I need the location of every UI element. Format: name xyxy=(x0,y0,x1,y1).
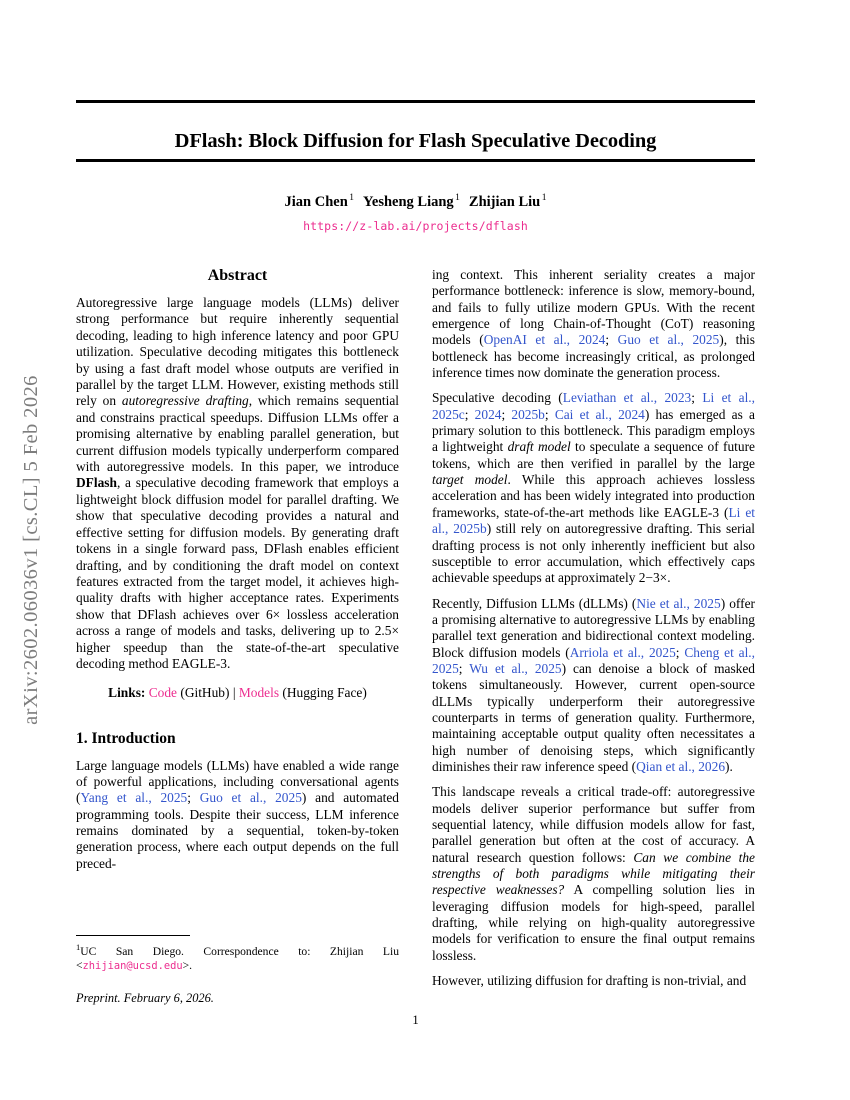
page-title: DFlash: Block Diffusion for Flash Speculative Decoding xyxy=(174,129,657,152)
right-paragraph-5: However, utilizing diffusion for drafting is non-trivial, and xyxy=(432,973,747,989)
citation-separator: ; xyxy=(691,390,703,406)
right-text-8: Recently, Diffusion LLMs (dLLMs) ( xyxy=(432,595,637,611)
left-column xyxy=(76,267,399,881)
right-text-10: ) can denoise a block of masked tokens simultaneously. However, current open-source dLLMs typically underperform their autoregressive counterparts in terms of generation quality. Furthermore, maintaining acceptable output quality often necessitates a high number of denoising steps, which significantly diminishes their raw inference speed ( xyxy=(432,660,755,774)
author-entry xyxy=(363,194,460,210)
project-url-link-container xyxy=(76,219,755,233)
right-text-9: ) offer a promising alternative to autoregressive LLMs by enabling parallel text generation and bidirectional context modeling. Block diffusion models ( xyxy=(432,595,755,660)
citation-separator: ; xyxy=(501,406,512,422)
right-column xyxy=(432,267,755,989)
right-text-6: . While this approach achieves lossless acceleration and has been widely integrated into production frameworks, state-of-the-art methods like EAGLE-3 ( xyxy=(432,472,755,520)
title-rule-top xyxy=(76,100,755,103)
intro-text-1: Large language models (LLMs) have enabled a wide range of powerful applications, including conversational agents ( xyxy=(76,757,399,806)
author-affiliation-mark: 1 xyxy=(349,193,355,203)
abstract-text-2: , which remains sequential and constrains practical speedups. Diffusion LLMs offer a promising alternative by enabling parallel generation, but current diffusion models typically underperform compared with autoregressive models. In this paper, we introduce xyxy=(76,393,399,475)
right-paragraph-4 xyxy=(432,784,755,964)
models-link-suffix: (Hugging Face) xyxy=(282,685,367,701)
right-text-1: ing context. This inherent seriality creates a major performance bottleneck: inference is slow, memory-bound, and fails to fully utilize modern GPUs. With the recent emergence of long Chain-of-Thought (CoT) reasoning models ( xyxy=(432,267,755,348)
citation-link[interactable]: Wu et al., 2025 xyxy=(469,660,562,676)
citation-separator: ; xyxy=(187,790,200,806)
citation-link[interactable]: Yang et al., 2025 xyxy=(80,790,188,806)
footnote-block xyxy=(76,935,399,1006)
links-label: Links: xyxy=(108,685,146,701)
citation-link[interactable]: Li et al., 2025c xyxy=(432,390,755,422)
citation-link[interactable]: Arriola et al., 2025 xyxy=(569,644,676,660)
links-divider: | xyxy=(232,685,236,701)
abstract-heading: Abstract xyxy=(207,267,268,284)
citation-link[interactable]: 2024 xyxy=(474,406,502,422)
title-rule-bottom xyxy=(76,159,755,162)
two-column-body xyxy=(76,267,756,989)
code-link-suffix: (GitHub) xyxy=(180,685,230,701)
right-text-5: to speculate a sequence of future tokens, which are then verified in parallel by the large xyxy=(432,439,755,471)
citation-link[interactable]: Cheng et al., 2025 xyxy=(432,644,755,676)
right-text-13: A compelling solution lies in leveraging diffusion models for high-speed, parallel drafting, while relying on high-quality autoregressive models for verification to ensure the final output remains lossless. xyxy=(432,882,755,963)
author-entry xyxy=(285,194,355,210)
citation-link[interactable]: Guo et al., 2025 xyxy=(617,332,720,348)
right-text-4: ) has emerged as a primary solution to this bottleneck. This paradigm employs a lightweight xyxy=(432,406,755,455)
right-paragraph-1 xyxy=(432,267,755,381)
citation-link[interactable]: Nie et al., 2025 xyxy=(636,595,721,611)
abstract-paragraph xyxy=(76,295,399,672)
footnote-text xyxy=(76,940,399,974)
right-text-12: This landscape reveals a critical trade-off: autoregressive models deliver superior performance but suffer from sequential latency, while diffusion models allow for fast, parallel generation but often at the cost of accuracy. A natural research question follows: xyxy=(432,784,755,865)
author-name: Jian Chen xyxy=(284,193,348,210)
page-number: 1 xyxy=(412,1013,419,1027)
code-link[interactable]: Code xyxy=(148,685,177,701)
citation-separator: ; xyxy=(675,644,685,660)
author-list xyxy=(76,193,755,211)
intro-paragraph-1 xyxy=(76,758,399,872)
footnote-affiliation-text: UC San Diego. Correspondence to: Zhijian Liu < xyxy=(76,945,399,973)
right-italic-research-question: Can we combine the strengths of both paradigms while mitigating their respective weaknesses? xyxy=(432,849,756,898)
author-name: Zhijian Liu xyxy=(468,193,541,210)
abstract-text-3: , a speculative decoding framework that employs a lightweight block diffusion model for parallel drafting. We show that speculative decoding provides a natural and effective setting for diffusion models. By generating draft tokens in a single forward pass, DFlash enables efficient drafting, and by conditioning the draft model on context features extracted from the target model, it achieves high-quality drafts with higher acceptance rates. Experiments show that DFlash achieves over 6× lossless acceleration across a range of models and tasks, delivering up to 2.5× higher speedup than the state-of-the-art speculative decoding method EAGLE-3. xyxy=(76,475,399,671)
citation-link[interactable]: OpenAI et al., 2024 xyxy=(483,332,606,348)
footnote-separator-rule xyxy=(76,935,190,936)
citation-link[interactable]: Qian et al., 2026 xyxy=(636,758,726,774)
right-paragraph-2 xyxy=(432,390,755,586)
correspondence-email-link[interactable]: zhijian@ucsd.edu xyxy=(82,960,183,973)
arxiv-identifier-text: arXiv:2602.06036v1 [cs.CL] 5 Feb 2026 xyxy=(19,375,42,725)
right-paragraph-3 xyxy=(432,596,755,776)
citation-separator: ; xyxy=(605,332,618,348)
abstract-text-1: Autoregressive large language models (LLMs) deliver strong performance but require inherently sequential decoding, leading to high inference latency and poor GPU utilization. Speculative decoding mitigates this bottleneck by using a fast draft model whose outputs are verified in parallel by the target LLM. However, existing methods still rely on xyxy=(76,295,399,409)
abstract-italic-autoregressive-drafting: autoregressive drafting xyxy=(121,393,249,409)
models-link[interactable]: Models xyxy=(238,685,280,701)
links-line xyxy=(76,685,399,701)
paper-page xyxy=(76,0,755,1100)
abstract-bold-dflash: DFlash xyxy=(76,475,117,491)
citation-link[interactable]: Guo et al., 2025 xyxy=(199,790,302,806)
citation-link[interactable]: Cai et al., 2024 xyxy=(554,406,645,422)
author-name: Yesheng Liang xyxy=(363,193,454,210)
citation-separator: ; xyxy=(458,660,470,676)
author-affiliation-mark: 1 xyxy=(541,193,547,203)
right-text-11: ). xyxy=(725,758,733,774)
citation-separator: ; xyxy=(464,406,475,422)
right-text-2: ), this bottleneck has become increasingly critical, as prolonged inference times now dominate the generation process. xyxy=(432,332,755,381)
preprint-notice: Preprint. February 6, 2026. xyxy=(76,990,214,1005)
footnote-mark: 1 xyxy=(76,942,81,953)
right-italic-target-model: target model xyxy=(432,472,508,488)
intro-text-2: ) and automated programming tools. Despite their success, LLM inference remains dominated by a sequential, token-by-token generation process, where each output depends on the full preced- xyxy=(76,790,400,871)
right-italic-draft-model: draft model xyxy=(507,439,571,455)
right-text-7: ) still rely on autoregressive drafting. This serial drafting process is not only inherently inefficient but also susceptible to error accumulation, which effectively caps achievable speedups at approximately 2−3×. xyxy=(432,521,755,586)
citation-separator: ; xyxy=(544,406,555,422)
citation-link[interactable]: 2025b xyxy=(511,406,545,422)
author-entry xyxy=(469,194,547,210)
right-text-3: Speculative decoding ( xyxy=(432,390,563,406)
footnote-text-tail: >. xyxy=(182,959,193,973)
section-heading-introduction: 1. Introduction xyxy=(76,729,176,747)
arxiv-identifier-stamp xyxy=(0,0,62,1100)
citation-link[interactable]: Li et al., 2025b xyxy=(432,504,755,537)
author-affiliation-mark: 1 xyxy=(455,193,460,203)
project-url-link[interactable]: https://z-lab.ai/projects/dflash xyxy=(303,219,528,233)
citation-link[interactable]: Leviathan et al., 2023 xyxy=(562,390,692,406)
